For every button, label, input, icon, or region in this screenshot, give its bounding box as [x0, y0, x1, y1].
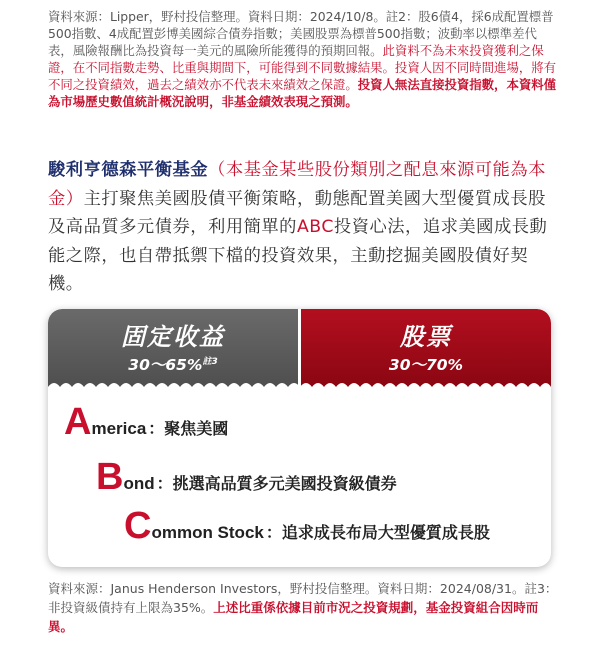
allocation-disclaimer: 上述比重係依據目前市況之投資規劃，基金投資組合因時而異。	[48, 600, 539, 634]
fixed-income-range	[48, 353, 298, 375]
letter-c: C	[124, 505, 152, 547]
fund-intro	[48, 156, 560, 299]
desc-bond: ：挑選高品質多元美國投資級債券	[156, 474, 397, 493]
fund-name: 駿利亨德森平衡基金	[48, 160, 209, 180]
word-bond: ond	[123, 474, 155, 493]
abc-row-bond	[96, 457, 397, 497]
fixed-income-header	[48, 309, 298, 389]
letter-b: B	[96, 456, 124, 498]
allocation-card	[48, 309, 551, 567]
disclaimer-red-bold: 投資人無法直接投資指數，本資料僅為市場歷史數值統計概況說明，非基金績效表現之預測。	[48, 77, 557, 109]
word-america: merica	[91, 419, 147, 438]
fixed-income-range-value: 30～65%	[128, 356, 203, 374]
abc-row-common-stock	[124, 506, 490, 546]
fixed-income-title: 固定收益	[121, 323, 225, 351]
word-common-stock: ommon Stock	[151, 523, 264, 542]
equity-range: 30～70%	[388, 356, 464, 374]
source-note-bottom-plain: 資料來源：Janus Henderson Investors，野村投信整理。資料日期：2024/08/31。註3：非投資級債持有上限為35%。	[48, 581, 558, 615]
scalloped-edge	[48, 379, 551, 399]
desc-common-stock: ：追求成長布局大型優質成長股	[265, 523, 490, 542]
intro-text-before: 主打聚焦美國股債平衡策略，動態配置美國大型優質成長股及高品質多元債券，利用簡單的	[48, 188, 546, 237]
equity-title: 股票	[400, 323, 452, 351]
fixed-income-note-ref: 註3	[202, 356, 218, 367]
source-note-bottom	[48, 579, 560, 636]
abc-highlight: ABC	[296, 217, 334, 237]
abc-row-america	[64, 402, 228, 442]
equity-header	[301, 309, 551, 389]
letter-a: A	[64, 401, 92, 443]
desc-america: ：聚焦美國	[148, 419, 229, 438]
source-note-top-plain: 資料來源：Lipper，野村投信整理。資料日期：2024/10/8。註2：股6債4，採6成配置標普500指數、4成配置彭博美國綜合債券指數；美國股票為標普500指數；波動率以標準差代表，風險報酬比為投資每一美元的風險所能獲得的預期回報。	[48, 9, 554, 58]
source-note-top	[48, 8, 558, 110]
fund-dividend-note: （本基金某些股份類別之配息來源可能為本金）	[48, 160, 546, 209]
intro-text-after: 投資心法，追求美國成長動能之際，也自帶抵禦下檔的投資效果，主動挖掘美國股債好契機。	[48, 217, 548, 294]
disclaimer-red: 此資料不為未來投資獲利之保證，在不同指數走勢、比重與期間下，可能得到不同數據結果。投資人因不同時間進場，將有不同之投資績效，過去之績效亦不代表未來績效之保證。	[48, 43, 557, 92]
